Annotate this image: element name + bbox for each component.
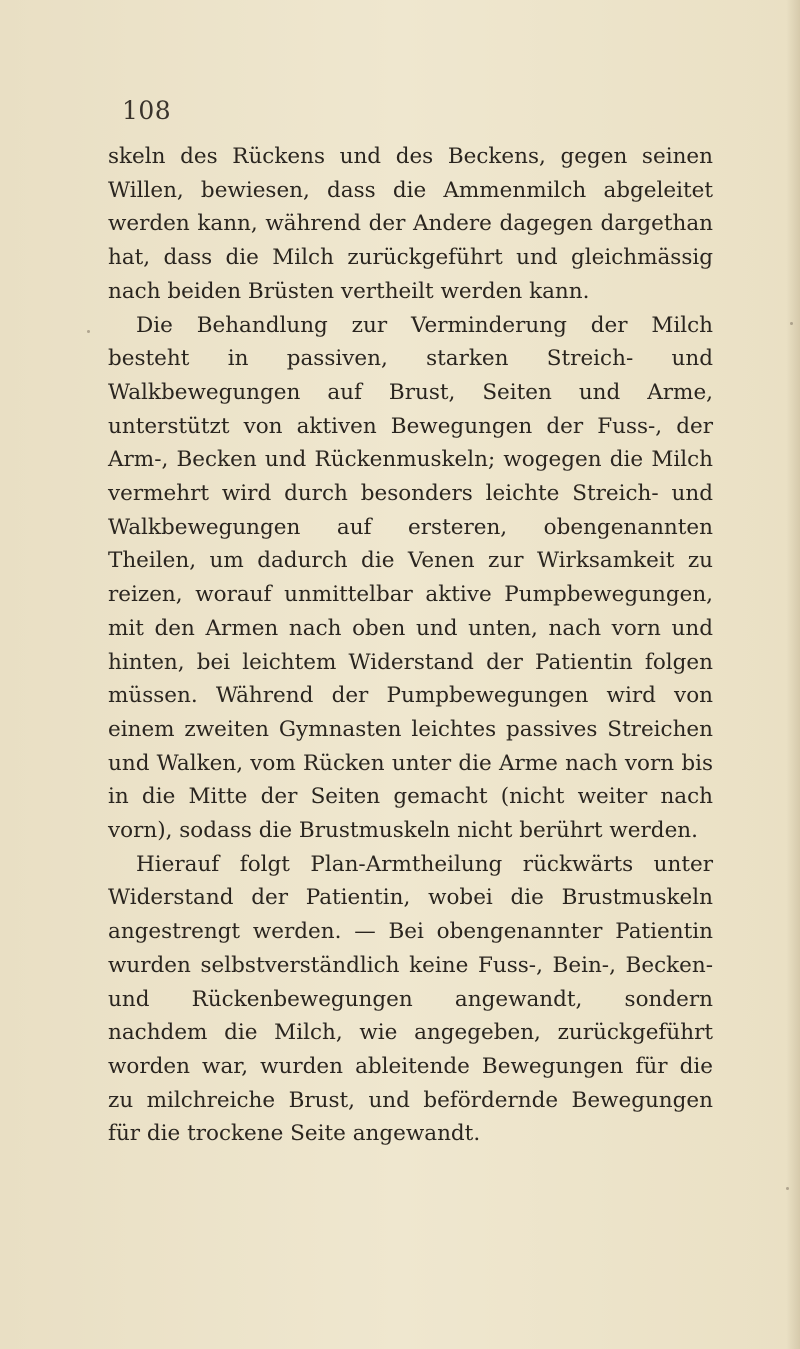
body-text [108, 140, 713, 1151]
paper-speck [87, 330, 90, 333]
paragraph-2: Die Behandlung zur Verminderung der Milch besteht in passiven, starken Streich- und Walkbewegungen auf Brust, Seiten und Arme, unterstützt von aktiven Bewegungen der Fuss-, der Arm-, Becken und Rückenmuskeln; wogegen die Milch vermehrt wird durch besonders leichte Streich- und Walkbewegungen auf ersteren, obengenannten Theilen, um dadurch die Venen zur Wirksamkeit zu reizen, worauf unmittelbar aktive Pumpbewegungen, mit den Armen nach oben und unten, nach vorn und hinten, bei leichtem Widerstand der Patientin folgen müssen. Während der Pumpbewegungen wird von einem zweiten Gymnasten leichtes passives Streichen und Walken, vom Rücken unter die Arme nach vorn bis in die Mitte der Seiten gemacht (nicht weiter nach vorn), sodass die Brustmuskeln nicht berührt werden. [108, 312, 713, 844]
page-number: 108 [122, 96, 172, 125]
paragraph-3: Hierauf folgt Plan-Armtheilung rückwärts unter Widerstand der Patientin, wobei die Brustmuskeln angestrengt werden. — Bei obengenannter Patientin wurden selbstverständlich keine Fuss-, Bein-, Becken- und Rückenbewegungen angewandt, sondern nachdem die Milch, wie angegeben, zurückgeführt worden war, wurden ableitende Bewegungen für die zu milchreiche Brust, und befördernde Bewegungen für die trockene Seite angewandt. [108, 851, 713, 1147]
paper-speck [786, 1187, 789, 1190]
paragraph-1: skeln des Rückens und des Beckens, gegen seinen Willen, bewiesen, dass die Ammenmilch abgeleitet werden kann, während der Andere dagegen dargethan hat, dass die Milch zurückgeführt und gleichmässig nach beiden Brüsten vertheilt werden kann. [108, 144, 713, 304]
paper-speck [790, 322, 793, 325]
page-edge-shadow [786, 0, 800, 1349]
